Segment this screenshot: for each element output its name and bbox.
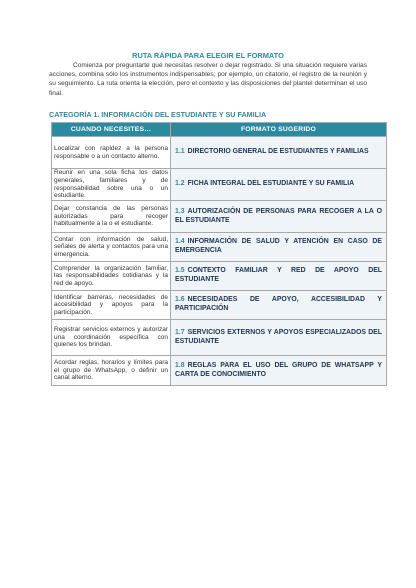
header-format: FORMATO SUGERIDO (171, 123, 387, 137)
format-name: REGLAS PARA EL USO DEL GRUPO DE WHATSAPP Y CARTA DE CONOCIMIENTO (175, 361, 382, 378)
category-title: CATEGORÍA 1. INFORMACIÓN DEL ESTUDIANTE Y SU FAMILIA (49, 110, 267, 119)
format-number: 1.1 (175, 148, 185, 156)
need-cell: Localizar con rapidez a la persona responsable o a un contacto alterno. (52, 137, 171, 169)
table-row (52, 291, 387, 320)
format-number: 1.3 (175, 207, 185, 215)
format-cell (171, 291, 387, 320)
format-cell (171, 320, 387, 356)
format-number: 1.5 (175, 267, 185, 275)
table-row (52, 137, 387, 169)
format-name: AUTORIZACIÓN DE PERSONAS PARA RECOGER A LA O EL ESTUDIANTE (175, 207, 382, 224)
need-cell: Contar con información de salud, señales de alerta y contactos para una emergencia. (52, 233, 171, 262)
format-number: 1.4 (175, 238, 185, 246)
page-title: RUTA RÁPIDA PARA ELEGIR EL FORMATO (132, 51, 284, 60)
need-cell: Acordar reglas, horarios y límites para el grupo de WhatsApp, o definir un canal alterno. (52, 356, 171, 386)
table-row (52, 201, 387, 233)
format-number: 1.8 (175, 361, 185, 369)
intro-paragraph (49, 61, 367, 98)
format-cell (171, 169, 387, 201)
format-table (51, 122, 387, 386)
table-header-row (52, 123, 387, 137)
need-cell: Identificar barreras, necesidades de accesibilidad y apoyos para la participación. (52, 291, 171, 320)
need-cell: Registrar servicios externos y autorizar una coordinación específica con quienes los brindan. (52, 320, 171, 356)
format-cell (171, 262, 387, 291)
format-cell (171, 233, 387, 262)
need-cell: Dejar constancia de las personas autorizadas para recoger habitualmente a la o el estudiante. (52, 201, 171, 233)
header-need: CUANDO NECESITES… (52, 123, 171, 137)
format-number: 1.7 (175, 328, 185, 336)
table-row (52, 262, 387, 291)
format-name: SERVICIOS EXTERNOS Y APOYOS ESPECIALIZADOS DEL ESTUDIANTE (175, 328, 382, 345)
format-number: 1.2 (175, 180, 185, 188)
table-row (52, 356, 387, 386)
table-row (52, 169, 387, 201)
table-row (52, 320, 387, 356)
format-cell (171, 356, 387, 386)
format-name: FICHA INTEGRAL DEL ESTUDIANTE Y SU FAMILIA (187, 180, 355, 188)
format-cell (171, 201, 387, 233)
format-number: 1.6 (175, 296, 185, 304)
intro-text: Comienza por preguntarte qué necesitas resolver o dejar registrado. Si una situación requiere varias acciones, combina sólo los instrumentos indispensables; por ejemplo, un citatorio, el registro de la reunión y su seguimiento. La ruta orienta la elección, pero el contexto y las disposiciones del plantel determinan el uso final. (49, 62, 367, 97)
format-name: DIRECTORIO GENERAL DE ESTUDIANTES Y FAMILIAS (187, 148, 369, 156)
format-name: CONTEXTO FAMILIAR Y RED DE APOYO DEL ESTUDIANTE (175, 267, 382, 283)
need-cell: Reunir en una sola ficha los datos generales, familiares y de responsabilidad sobre una o un estudiante. (52, 169, 171, 201)
format-name: INFORMACIÓN DE SALUD Y ATENCIÓN EN CASO DE EMERGENCIA (175, 238, 382, 254)
format-name: NECESIDADES DE APOYO, ACCESIBILIDAD Y PARTICIPACIÓN (175, 296, 382, 312)
format-cell (171, 137, 387, 169)
need-cell: Comprender la organización familiar, las responsabilidades cotidianas y la red de apoyo. (52, 262, 171, 291)
table-row (52, 233, 387, 262)
